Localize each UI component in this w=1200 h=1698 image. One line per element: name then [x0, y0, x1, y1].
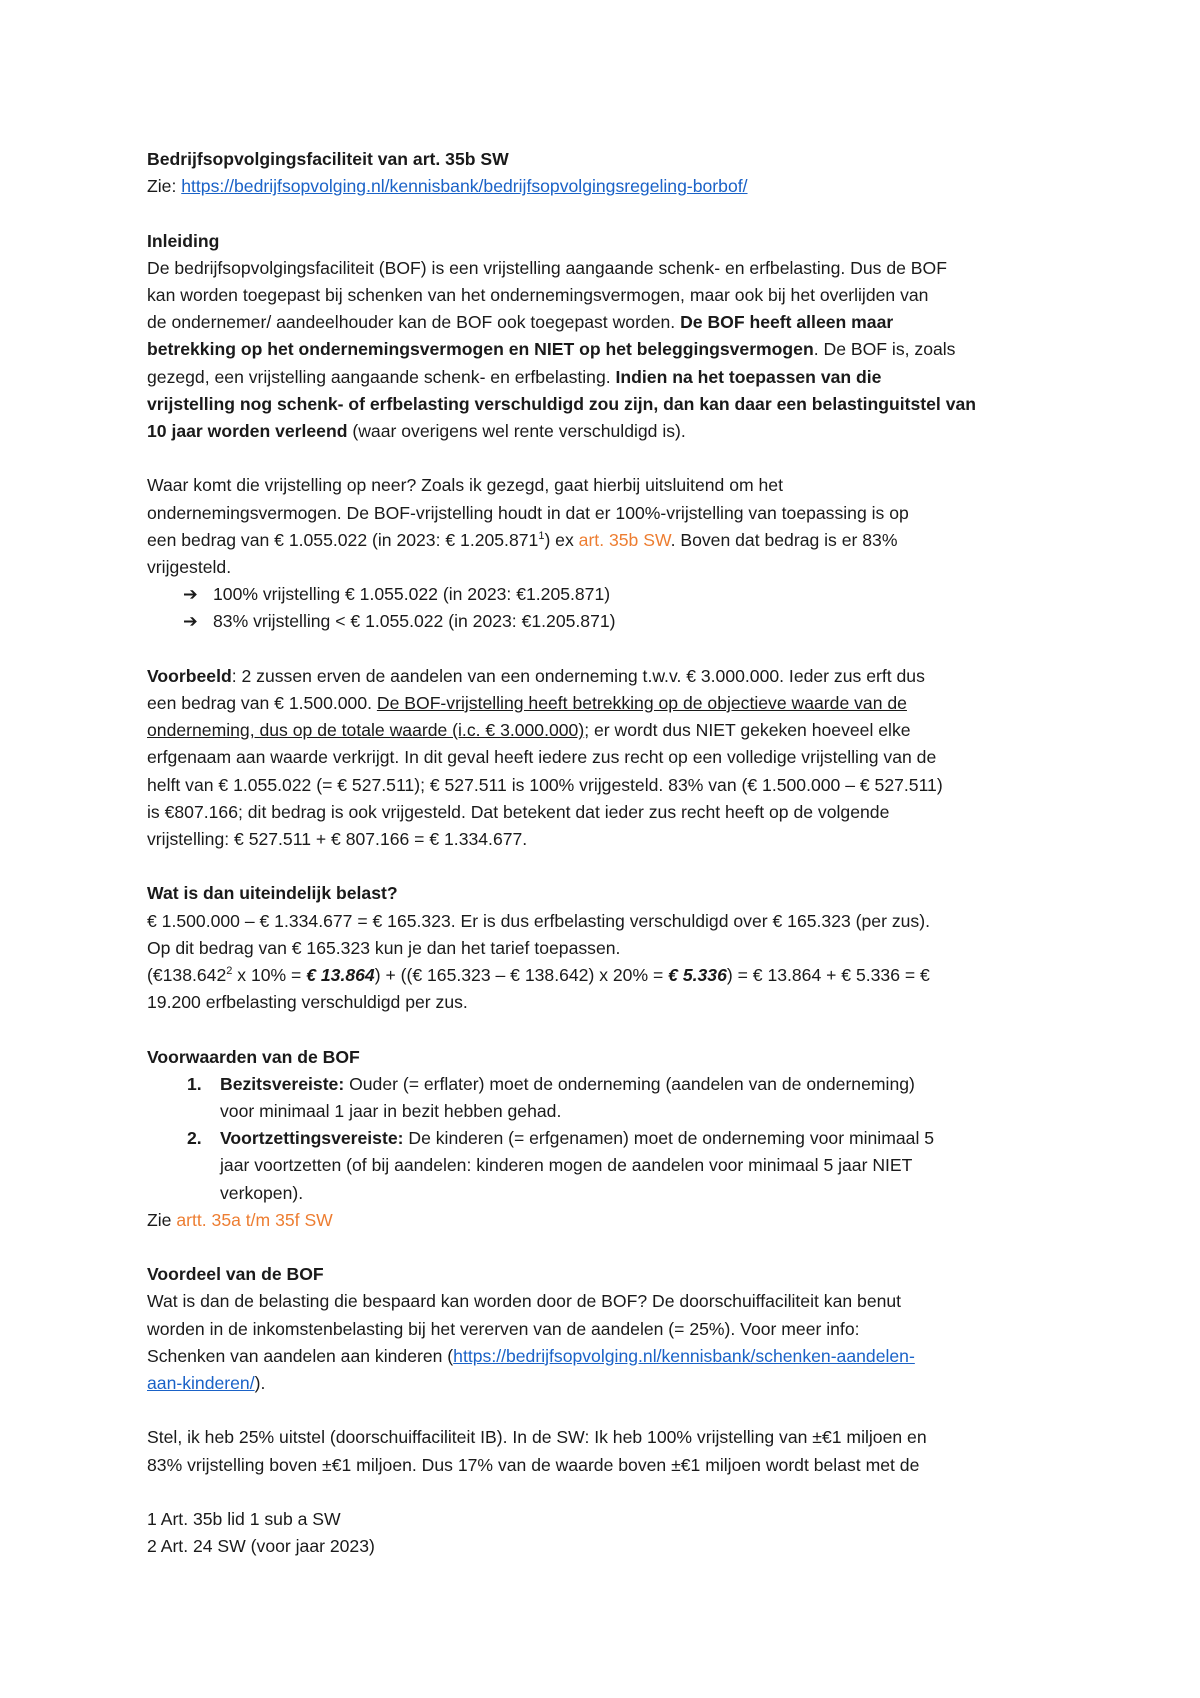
- text-run: De kinderen (= erfgenamen) moet de onderneming voor minimaal 5: [403, 1128, 935, 1149]
- list-item-continuation: verkopen).: [220, 1182, 304, 1203]
- list-item-continuation: jaar voortzetten (of bij aandelen: kinderen mogen de aandelen voor minimaal 5 jaar NIET: [220, 1155, 913, 1176]
- source-prefix: Zie:: [147, 176, 182, 197]
- document-title: Bedrijfsopvolgingsfaciliteit van art. 35b SW: [147, 149, 509, 169]
- bold-text: Voorbeeld: [147, 665, 232, 686]
- paragraph-line: [147, 717, 1067, 744]
- paragraph-line: Wat is dan de belasting die bespaard kan worden door de BOF? De doorschuiffaciliteit kan benut: [147, 1291, 902, 1312]
- paragraph-line: vrijstelling: € 527.511 + € 807.166 = € 1.334.677.: [147, 829, 528, 850]
- section-heading-voordeel: Voordeel van de BOF: [147, 1264, 324, 1285]
- paragraph-line: € 1.500.000 – € 1.334.677 = € 165.323. Er is dus erfbelasting verschuldigd over € 165.323 (per zus).: [147, 910, 930, 931]
- text-run: . Boven dat bedrag is er 83%: [670, 529, 898, 550]
- footnote-number: 1: [147, 1509, 157, 1530]
- paragraph-line: Waar komt die vrijstelling op neer? Zoals ik gezegd, gaat hierbij uitsluitend om het: [147, 475, 783, 496]
- text-run: de ondernemer/ aandeelhouder kan de BOF ook toegepast worden.: [147, 312, 681, 333]
- paragraph-line: [147, 690, 1067, 717]
- paragraph-line: worden in de inkomstenbelasting bij het vererven van de aandelen (= 25%). Voor meer info:: [147, 1318, 860, 1339]
- footnote-ref[interactable]: 2: [226, 965, 233, 978]
- paragraph-line: vrijgesteld.: [147, 557, 232, 578]
- paragraph-line: helft van € 1.055.022 (= € 527.511); € 527.511 is 100% vrijgesteld. 83% van (€ 1.500.000 – € 527.511): [147, 774, 943, 795]
- law-reference-link[interactable]: artt. 35a t/m 35f SW: [176, 1209, 333, 1230]
- footnote-text: Art. 35b lid 1 sub a SW: [156, 1509, 341, 1530]
- document-page: [147, 146, 1067, 1560]
- list-number: 2.: [187, 1128, 202, 1149]
- arrow-right-icon: ➔: [183, 584, 198, 605]
- footnote: [147, 1506, 1067, 1533]
- paragraph-line: 83% vrijstelling boven ±€1 miljoen. Dus 17% van de waarde boven ±€1 miljoen wordt belast met de: [147, 1454, 920, 1475]
- text-run: . De BOF is, zoals: [813, 339, 956, 360]
- bullet-item: [147, 581, 1067, 608]
- paragraph-line: ondernemingsvermogen. De BOF-vrijstelling houdt in dat er 100%-vrijstelling van toepassing is op: [147, 502, 909, 523]
- paragraph-line: [147, 527, 1067, 554]
- text-run: ) + ((€ 165.323 – € 138.642) x 20% =: [374, 965, 669, 986]
- bullet-text: 100% vrijstelling € 1.055.022 (in 2023: €1.205.871): [213, 584, 611, 605]
- paragraph-line: erfgenaam aan waarde verkrijgt. In dit geval heeft iedere zus recht op een volledige vrijstelling van de: [147, 747, 937, 768]
- section-heading-belast: Wat is dan uiteindelijk belast?: [147, 883, 398, 904]
- bullet-item: [147, 608, 1067, 635]
- formula-line: [147, 962, 1067, 989]
- text-run: Ouder (= erflater) moet de onderneming (aandelen van de onderneming): [344, 1073, 915, 1094]
- list-number: 1.: [187, 1073, 202, 1094]
- formula-line: 19.200 erfbelasting verschuldigd per zus.: [147, 992, 468, 1013]
- list-item: [147, 1071, 1067, 1098]
- paragraph-line: [147, 418, 1067, 445]
- paragraph-line: Op dit bedrag van € 165.323 kun je dan het tarief toepassen.: [147, 937, 621, 958]
- bold-text: Bezitsvereiste:: [220, 1073, 345, 1094]
- arrow-right-icon: ➔: [183, 611, 198, 632]
- bold-text: Indien na het toepassen van die: [615, 366, 882, 387]
- source-line: [147, 173, 1067, 200]
- paragraph-line: vrijstelling nog schenk- of erfbelasting verschuldigd zou zijn, dan kan daar een belastinguitstel van: [147, 393, 977, 414]
- section-heading-voorwaarden: Voorwaarden van de BOF: [147, 1046, 360, 1067]
- text-run: ) = € 13.864 + € 5.336 = €: [726, 965, 930, 986]
- underlined-text: onderneming, dus op de totale waarde (i.c. € 3.000.000): [147, 720, 585, 741]
- kennisbank-link-continued[interactable]: aan-kinderen/: [147, 1373, 255, 1394]
- text-run: (waar overigens wel rente verschuldigd is).: [347, 421, 686, 442]
- bold-text: Voortzettingsvereiste:: [220, 1128, 404, 1149]
- footnote: [147, 1533, 1067, 1560]
- underlined-text: De BOF-vrijstelling heeft betrekking op de objectieve waarde van de: [376, 693, 907, 714]
- paragraph-line: [147, 1343, 1067, 1370]
- paragraph-line: kan worden toegepast bij schenken van het ondernemingsvermogen, maar ook bij het overlijden van: [147, 285, 929, 305]
- text-run: gezegd, een vrijstelling aangaande schenk- en erfbelasting.: [147, 366, 616, 387]
- paragraph-line: [147, 1370, 1067, 1397]
- text-run: (€138.642: [147, 965, 227, 986]
- bold-text: De BOF heeft alleen maar: [680, 312, 894, 333]
- law-reference-link[interactable]: art. 35b SW: [578, 529, 671, 550]
- bold-text: betrekking op het ondernemingsvermogen en NIET op het beleggingsvermogen: [147, 339, 814, 360]
- text-run: ; er wordt dus NIET gekeken hoeveel elke: [584, 720, 911, 741]
- footnote-text: Art. 24 SW (voor jaar 2023): [156, 1536, 375, 1557]
- bullet-text: 83% vrijstelling < € 1.055.022 (in 2023: €1.205.871): [213, 611, 616, 632]
- list-item-continuation: voor minimaal 1 jaar in bezit hebben gehad.: [220, 1101, 562, 1122]
- paragraph-line: De bedrijfsopvolgingsfaciliteit (BOF) is een vrijstelling aangaande schenk- en erfbelasting. Dus de BOF: [147, 257, 947, 278]
- text-run: Zie: [147, 1209, 177, 1230]
- source-link[interactable]: https://bedrijfsopvolging.nl/kennisbank/bedrijfsopvolgingsregeling-borbof/: [181, 176, 748, 197]
- paragraph-line: [147, 1207, 1067, 1234]
- text-run: ) ex: [544, 529, 579, 550]
- footnote-ref[interactable]: 1: [538, 529, 545, 542]
- bold-text: 10 jaar worden verleend: [147, 421, 348, 442]
- paragraph-line: [147, 663, 1067, 690]
- footnote-number: 2: [147, 1536, 157, 1557]
- paragraph-line: [147, 364, 1067, 391]
- text-run: ).: [254, 1373, 266, 1394]
- section-heading-inleiding: Inleiding: [147, 230, 220, 251]
- paragraph-line: [147, 336, 1067, 363]
- text-run: een bedrag van € 1.055.022 (in 2023: € 1.205.871: [147, 529, 539, 550]
- paragraph-line: is €807.166; dit bedrag is ook vrijgesteld. Dat betekent dat ieder zus recht heeft op de volgende: [147, 801, 890, 822]
- text-run: Schenken van aandelen aan kinderen (: [147, 1345, 454, 1366]
- bold-italic-text: € 13.864: [306, 965, 375, 986]
- kennisbank-link[interactable]: https://bedrijfsopvolging.nl/kennisbank/schenken-aandelen-: [453, 1345, 915, 1366]
- list-item: [147, 1125, 1067, 1152]
- paragraph-line: [147, 309, 1067, 336]
- text-run: een bedrag van € 1.500.000.: [147, 693, 377, 714]
- text-run: : 2 zussen erven de aandelen van een onderneming t.w.v. € 3.000.000. Ieder zus erft dus: [231, 665, 925, 686]
- text-run: x 10% =: [232, 965, 307, 986]
- bold-italic-text: € 5.336: [668, 965, 727, 986]
- paragraph-line: Stel, ik heb 25% uitstel (doorschuiffaciliteit IB). In de SW: Ik heb 100% vrijstelling van ±€1 miljoen en: [147, 1427, 927, 1448]
